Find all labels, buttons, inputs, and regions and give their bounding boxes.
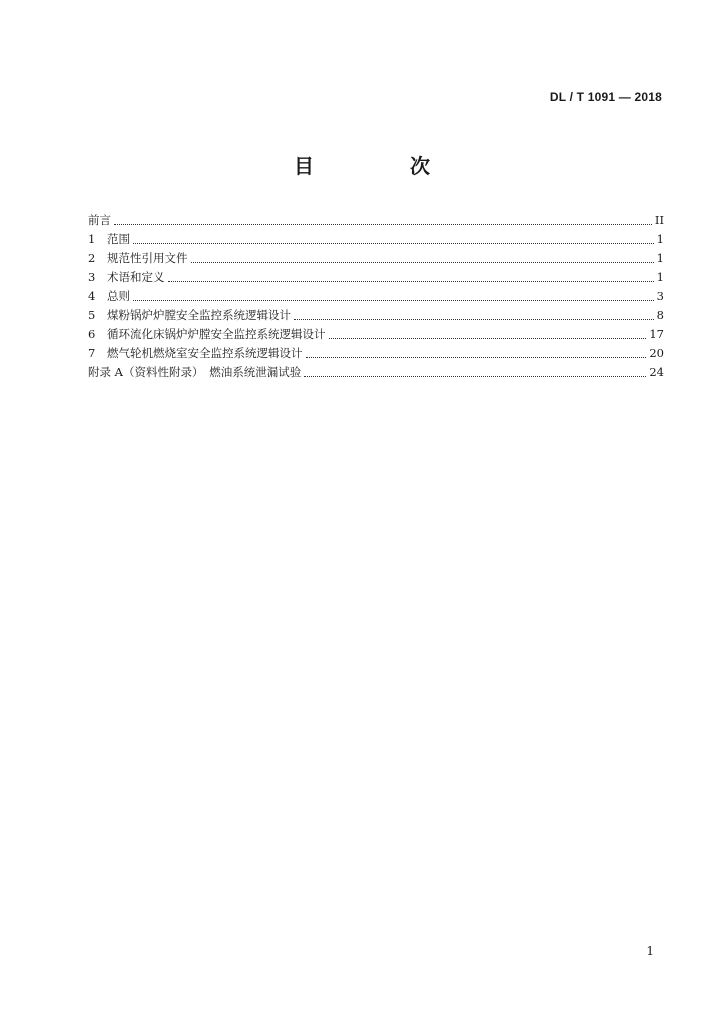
toc-leader-dots: [329, 337, 647, 339]
toc-entry-page: 20: [649, 346, 664, 360]
toc-leader-dots: [133, 299, 654, 301]
toc-entry-label: 规范性引用文件: [107, 251, 188, 265]
toc-entry-label: 术语和定义: [107, 270, 165, 284]
toc-entry-page: 8: [656, 308, 664, 322]
page-number: 1: [646, 944, 654, 958]
toc-entry-5[interactable]: [88, 306, 664, 325]
toc-entry-page: 3: [656, 289, 664, 303]
toc-entry-appendix-a[interactable]: [88, 363, 664, 382]
toc-entry-label: 循环流化床锅炉炉膛安全监控系统逻辑设计: [107, 327, 326, 341]
toc-entry-page: 1: [656, 270, 664, 284]
toc-entry-label: 燃气轮机燃烧室安全监控系统逻辑设计: [107, 346, 303, 360]
toc-entry-label: 煤粉锅炉炉膛安全监控系统逻辑设计: [107, 308, 291, 322]
toc-entry-1[interactable]: [88, 230, 664, 249]
toc-entry-label: 前言: [88, 213, 111, 227]
toc-entry-3[interactable]: [88, 268, 664, 287]
toc-leader-dots: [133, 242, 654, 244]
toc-entry-page: 1: [656, 251, 664, 265]
toc-leader-dots: [304, 375, 646, 377]
toc-leader-dots: [306, 356, 647, 358]
toc-leader-dots: [294, 318, 654, 320]
toc-entry-number: 6: [88, 327, 96, 341]
toc-entry-page: 1: [656, 232, 664, 246]
toc-leader-dots: [114, 223, 652, 225]
toc-entry-label: 附录 A（资料性附录） 燃油系统泄漏试验: [88, 365, 302, 379]
toc-entry-page: 24: [649, 365, 664, 379]
toc-entry-6[interactable]: [88, 325, 664, 344]
toc-entry-2[interactable]: [88, 249, 664, 268]
toc-entry-number: 1: [88, 232, 96, 246]
toc-leader-dots: [191, 261, 654, 263]
document-code: DL / T 1091 — 2018: [549, 90, 662, 104]
toc-leader-dots: [168, 280, 654, 282]
toc-entry-number: 4: [88, 289, 96, 303]
toc-entry-page: II: [654, 213, 664, 227]
toc-entry-label: 总则: [107, 289, 130, 303]
toc-entry-page: 17: [649, 327, 664, 341]
toc-entry-number: 2: [88, 251, 96, 265]
toc-title: 目 次: [294, 154, 468, 178]
toc-entry-number: 7: [88, 346, 96, 360]
toc-entry-number: 5: [88, 308, 96, 322]
toc-entry-7[interactable]: [88, 344, 664, 363]
table-of-contents: [88, 211, 664, 382]
toc-entry-foreword[interactable]: [88, 211, 664, 230]
toc-entry-4[interactable]: [88, 287, 664, 306]
toc-entry-number: 3: [88, 270, 96, 284]
toc-entry-label: 范围: [107, 232, 130, 246]
